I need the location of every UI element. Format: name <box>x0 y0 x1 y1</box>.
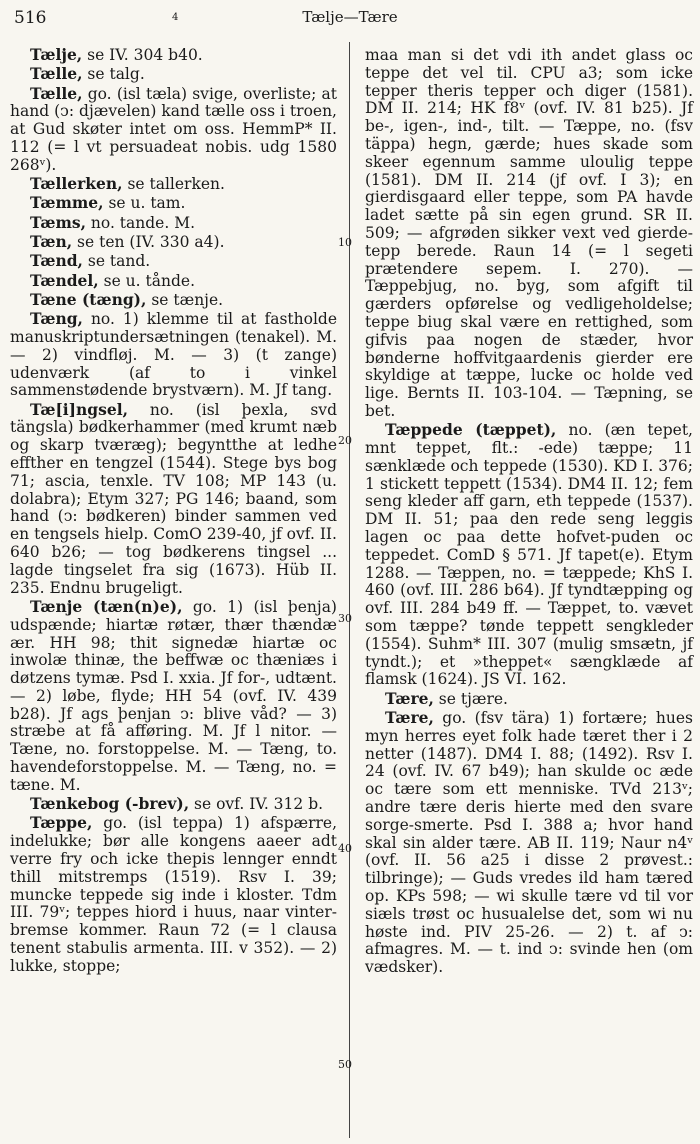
dictionary-entry: Tæms, no. tande. M. <box>30 212 195 232</box>
left-column <box>10 46 337 976</box>
dictionary-entry: Tæng, no. 1) klemme til at fastholde manuskriptundersætningen (tenakel). M. — 2) vindfløj. M. — 3) (t zange) udenværk (af to i vinkel sammenstødende brystværn). M. Jf tang. <box>10 309 337 400</box>
dictionary-entry: Tælje, se IV. 304 b40. <box>30 45 203 64</box>
page-header <box>0 6 700 32</box>
dictionary-entry: Tælle, se talg. <box>30 64 145 84</box>
dictionary-entry: Tære, go. (fsv tära) 1) fortære; hues myn herres eyet folk hade tæret ther i 2 netter (1487). DM4 I. 88; (1492). Rsv I. 24 (ovf. IV. 67 b49); han skulde oc æde oc tære som ett menniske. TVd 213ᵛ; andre tære deris hierte med den svare sorge-smerte. Psd I. 388 a; hvor hand skal sin alder tære. AB II. 119; Naur n4ᵛ (ovf. II. 56 a25 i disse 2 prøvest.: tilbringe); — Guds vredes ild ham tæred op. KPs 598; — wi skulle tære vd til vor siæls trøst oc husualelse det, som wi nu høste ind. PIV 25-26. — 2) t. af ↄ: afmagres. M. — t. ind ↄ: svinde hen (om vædsker). <box>365 707 693 977</box>
line-number: 20 <box>338 434 352 447</box>
dictionary-entry: Tænje (tæn(n)e), go. 1) (isl þenja) udspænde; hiartæ røtær, thær thændæ ær. HH 98; thit signedæ hiartæ oc inwolæ thinæ, the beffwæ oc thæniæs i døtzens tymæ. Psd I. xxia. Jf for-, udtænt. — 2) løbe, flyde; HH 54 (ovf. IV. 439 b28). Jf ags þenjan ↄ: blive våd? — 3) stræbe at få afføring. M. Jf l nitor. — Tæne, no. forstoppelse. M. — Tæng, to. havendeforstoppelse. M. — Tæng, no. = tæne. M. <box>10 596 337 794</box>
dictionary-entry: Tæn, se ten (IV. 330 a4). <box>30 231 225 251</box>
dictionary-entry: Tæppede (tæppet), no. (æn tepet, mnt teppet, flt.: -ede) tæppe; 11 sænklæde och teppede (1530). KD I. 376; 1 stickett teppett (1534). DM4 II. 12; fem seng kleder aff garn, eth teppede (1537). DM II. 51; paa den rede seng leggis lagen oc paa dette hofvet-puden oc teppedet. ComD § 571. Jf tapet(e). Etym 1288. — Tæppen, no. = tæppede; KhS I. 460 (ovf. III. 286 b64). Jf tyndtæpping og ovf. III. 284 b49 ff. — Tæppet, to. vævet som tæppe? tønde teppett sengkleder (1554). Suhm* III. 307 (mulig smsætn, jf tyndt.); et »theppet« sængklæde af flamsk (1624). JS VI. 162. <box>365 420 693 689</box>
column-divider <box>349 42 350 1138</box>
dictionary-entry: Tæ[i]ngsel, no. (isl þexla, svd tängsla) bødkerhammer (med krumt næb og skarp tværæg); begyntthe at ledhe effther en tengzel (1544). Stege bys bog 71; ascia, tenxle. TV 108; MP 143 (u. dolabra); Etym 327; PG 146; baand, som hand (ↄ: bødkeren) binder sammen ved en tengsels hielp. ComO 239-40, jf ovf. II. 640 b26; — tog bødkerens tingsel ... lagde tingselet fra sig (1673). Hüb II. 235. Endnu brugeligt. <box>10 399 337 597</box>
dictionary-entry: Tæne (tæng), se tænje. <box>30 289 224 309</box>
dictionary-entry: Tælle, go. (isl tæla) svige, overliste; at hand (ↄ: djævelen) kand tælle oss i troen, at Gud skøter intet om oss. HemmP* II. 112 (= l vt persuadeat nobis. udg 1580 268ᵛ). <box>10 83 337 174</box>
dictionary-entry: Tæppe, go. (isl teppa) 1) afspærre, indelukke; bør alle kongens aaeer adt verre fry och icke thepis lennger enndt thill mitstremps (1519). Rsv I. 39; muncke teppede sig inde i kloster. Tdm III. 79ᵛ; teppes hiord i huus, naar vinter-bremse kommer. Raun 72 (= l clausa tenent stabulis armenta. III. v 352). — 2) lukke, stoppe; <box>10 813 337 975</box>
dictionary-entry: Tænd, se tand. <box>30 251 151 271</box>
dictionary-entry: Tære, se tjære. <box>385 688 508 708</box>
right-column <box>365 46 693 977</box>
line-number: 40 <box>338 842 352 855</box>
line-number: 10 <box>338 236 352 249</box>
dictionary-entry: maa man si det vdi ith andet glass oc teppe det vel til. CPU a3; som icke tepper theris tepper och diger (1581). DM II. 214; HK f8ᵛ (ovf. IV. 81 b25). Jf be-, igen-, ind-, tilt. — Tæppe, no. (fsv täppa) hegn, gærde; hues skade som skeer egennum samme uloulig teppe (1581). DM II. 214 (jf ovf. I 3); en gierdisgaard eller teppe, som PA havde ladet sætte på sin egen grund. SR II. 509; — afgrøden sikker vext ved gierde-tepp berede. Raun 14 (= l segeti prætendere sepem. I. 270). — Tæppebjug, no. byg, som afgift til gærders opførelse og vedligeholdelse; teppe biug skal være en rettighed, som gifvis paa nogen de stæder, hvor bønderne hoffvitgaardenis gierder ere skyldige at tæppe, lucke oc holde ved lige. Bernts II. 103-104. — Tæpning, se bet. <box>365 46 693 420</box>
printer-mark: 4 <box>172 12 179 23</box>
dictionary-entry: Tællerken, se tallerken. <box>30 174 225 194</box>
dictionary-entry: Tæmme, se u. tam. <box>30 193 186 213</box>
dictionary-entry: Tænkebog (-brev), se ovf. IV. 312 b. <box>30 794 324 814</box>
page-number: 516 <box>14 8 47 28</box>
dictionary-entry: Tændel, se u. tånde. <box>30 270 195 290</box>
line-number: 50 <box>338 1058 352 1071</box>
line-number: 30 <box>338 612 352 625</box>
running-head: Tælje—Tære <box>302 8 398 26</box>
